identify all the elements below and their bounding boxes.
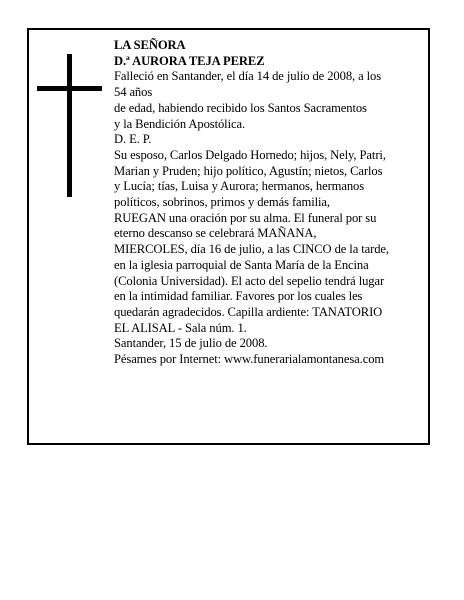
- text-line: RUEGAN una oración por su alma. El funeral por su: [114, 210, 377, 225]
- deceased-name: D.ª AURORA TEJA PEREZ: [114, 53, 265, 68]
- obituary-text: [114, 38, 420, 368]
- text-line: eterno descanso se celebrará MAÑANA,: [114, 226, 317, 241]
- rip-line: D. E. P.: [114, 132, 152, 147]
- date-line: Santander, 15 de julio de 2008.: [114, 336, 268, 351]
- text-line: EL ALISAL - Sala núm. 1.: [114, 320, 247, 335]
- text-line: de edad, habiendo recibido los Santos Sacramentos: [114, 100, 367, 115]
- text-line: MIERCOLES, día 16 de julio, a las CINCO de la tarde,: [114, 242, 389, 257]
- text-line: y la Bendición Apostólica.: [114, 116, 246, 131]
- text-line: en la iglesia parroquial de Santa María de la Encina: [114, 257, 369, 272]
- text-line: en la intimidad familiar. Favores por los cuales les: [114, 289, 363, 304]
- text-line: Falleció en Santander, el día 14 de julio de 2008, a los: [114, 69, 382, 84]
- cross-icon-crossbar: [37, 86, 102, 91]
- text-line: Su esposo, Carlos Delgado Hornedo; hijos, Nely, Patri,: [114, 147, 386, 162]
- text-line: Marian y Pruden; hijo político, Agustín; nietos, Carlos: [114, 163, 383, 178]
- text-line: 54 años: [114, 85, 153, 100]
- cross-icon: [67, 54, 72, 197]
- text-line: (Colonia Universidad). El acto del sepelio tendrá lugar: [114, 273, 385, 288]
- notice-heading: LA SEÑORA: [114, 38, 186, 52]
- text-line: políticos, sobrinos, primos y demás familia,: [114, 195, 330, 210]
- text-line: quedarán agradecidos. Capilla ardiente: TANATORIO: [114, 304, 383, 319]
- condolences-line: Pésames por Internet: www.funerarialamontanesa.com: [114, 352, 385, 367]
- text-line: y Lucía; tías, Luisa y Aurora; hermanos, hermanos: [114, 179, 365, 194]
